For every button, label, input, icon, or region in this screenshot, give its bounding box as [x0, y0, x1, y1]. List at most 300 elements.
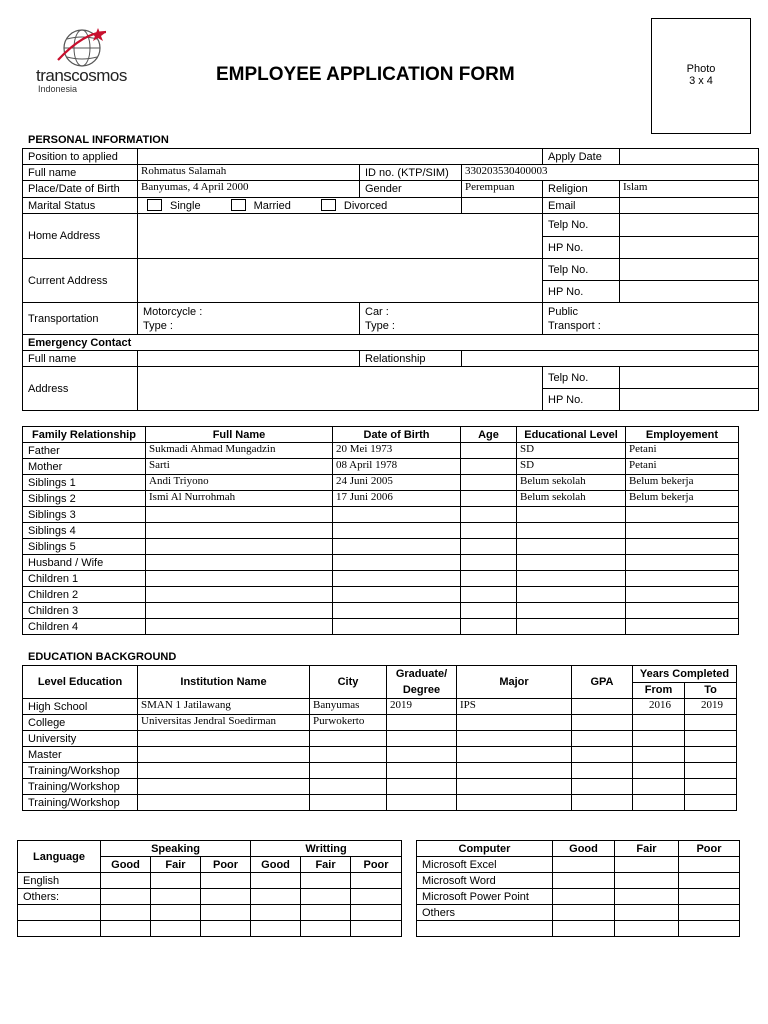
family-education-cell[interactable]: [517, 603, 626, 619]
language-rating-cell[interactable]: [301, 921, 351, 937]
marital-options: [138, 198, 462, 214]
computer-rating-cell[interactable]: [553, 873, 615, 889]
family-relationship-cell: Children 2: [23, 587, 146, 603]
education-from-cell[interactable]: 2016: [633, 699, 685, 715]
education-graduate-cell[interactable]: [387, 731, 457, 747]
speaking-fair-header: Fair: [151, 857, 201, 873]
family-header-relationship: Family Relationship: [23, 427, 146, 443]
computer-rating-cell[interactable]: [553, 857, 615, 873]
single-checkbox[interactable]: [147, 199, 162, 211]
education-city-cell[interactable]: [310, 763, 387, 779]
language-rows: [18, 873, 402, 937]
education-graduate-cell[interactable]: [387, 715, 457, 731]
car-label: Car :: [365, 305, 389, 318]
language-rating-cell[interactable]: [201, 889, 251, 905]
language-rating-cell[interactable]: [351, 873, 402, 889]
fullname-field[interactable]: Rohmatus Salamah: [138, 165, 360, 181]
family-age-cell[interactable]: [461, 491, 517, 507]
education-from-cell[interactable]: [633, 715, 685, 731]
family-relationship-cell: Siblings 4: [23, 523, 146, 539]
marital-label: Marital Status: [23, 198, 138, 214]
family-header-dob: Date of Birth: [333, 427, 461, 443]
motorcycle-label: Motorcycle :: [143, 305, 203, 318]
education-to-cell[interactable]: [685, 779, 737, 795]
computer-skill-cell: Microsoft Word: [417, 873, 553, 889]
education-from-cell[interactable]: [633, 731, 685, 747]
family-employment-cell[interactable]: Belum bekerja: [626, 491, 739, 507]
family-education-cell[interactable]: [517, 539, 626, 555]
religion-field[interactable]: Islam: [620, 181, 759, 198]
current-address-label: Current Address: [23, 259, 138, 303]
family-employment-cell[interactable]: [626, 523, 739, 539]
family-education-cell[interactable]: Belum sekolah: [517, 491, 626, 507]
edu-header-graduate-line1: Graduate/: [395, 668, 448, 680]
education-to-cell[interactable]: [685, 731, 737, 747]
language-rating-cell[interactable]: [251, 889, 301, 905]
education-level-cell: Training/Workshop: [23, 795, 138, 811]
family-employment-cell[interactable]: [626, 603, 739, 619]
computer-header: Computer: [417, 841, 553, 857]
computer-rating-cell[interactable]: [615, 905, 679, 921]
computer-rating-cell[interactable]: [679, 873, 740, 889]
education-to-cell[interactable]: [685, 763, 737, 779]
id-field[interactable]: 330203530400003: [462, 165, 759, 181]
edu-header-gpa: GPA: [572, 666, 633, 699]
education-from-cell[interactable]: [633, 763, 685, 779]
family-name-cell[interactable]: Sarti: [146, 459, 333, 475]
page-title: EMPLOYEE APPLICATION FORM: [216, 64, 515, 85]
family-table: [22, 426, 739, 635]
family-education-cell[interactable]: [517, 523, 626, 539]
computer-rating-cell[interactable]: [615, 921, 679, 937]
speaking-poor-header: Poor: [201, 857, 251, 873]
relationship-field[interactable]: [462, 351, 759, 367]
emergency-fullname-label: Full name: [23, 351, 138, 367]
education-city-cell[interactable]: [310, 779, 387, 795]
family-row: [23, 555, 739, 571]
id-label: ID no. (KTP/SIM): [360, 165, 462, 181]
education-from-cell[interactable]: [633, 747, 685, 763]
education-to-cell[interactable]: [685, 715, 737, 731]
family-age-cell[interactable]: [461, 475, 517, 491]
education-gpa-cell[interactable]: [572, 763, 633, 779]
education-to-cell[interactable]: 2019: [685, 699, 737, 715]
family-dob-cell[interactable]: [333, 603, 461, 619]
family-dob-cell[interactable]: 17 Juni 2006: [333, 491, 461, 507]
education-table: [22, 665, 737, 811]
language-name-cell: Others:: [18, 889, 101, 905]
family-row: [23, 491, 739, 507]
family-dob-cell[interactable]: [333, 555, 461, 571]
computer-rating-cell[interactable]: [615, 857, 679, 873]
pob-label: Place/Date of Birth: [23, 181, 138, 198]
education-institution-cell[interactable]: SMAN 1 Jatilawang: [138, 699, 310, 715]
education-major-cell[interactable]: [457, 779, 572, 795]
home-hp-field[interactable]: [620, 237, 759, 259]
family-age-cell[interactable]: [461, 587, 517, 603]
fullname-label: Full name: [23, 165, 138, 181]
language-rating-cell[interactable]: [101, 921, 151, 937]
emergency-hp-label: HP No.: [543, 389, 620, 411]
language-rating-cell[interactable]: [201, 905, 251, 921]
education-major-cell[interactable]: [457, 731, 572, 747]
motorcycle-type-label: Type :: [143, 319, 173, 332]
family-row: [23, 587, 739, 603]
car-field[interactable]: [360, 303, 543, 335]
education-institution-cell[interactable]: Universitas Jendral Soedirman: [138, 715, 310, 731]
education-level-cell: University: [23, 731, 138, 747]
edu-header-to: To: [685, 682, 737, 699]
current-address-field[interactable]: [138, 259, 543, 303]
motorcycle-field[interactable]: [138, 303, 360, 335]
divorced-label: Divorced: [343, 200, 388, 212]
education-gpa-cell[interactable]: [572, 699, 633, 715]
computer-rating-cell[interactable]: [553, 889, 615, 905]
photo-box: [651, 18, 751, 134]
education-rows: [23, 699, 737, 811]
education-institution-cell[interactable]: [138, 763, 310, 779]
family-employment-cell[interactable]: [626, 619, 739, 635]
email-field[interactable]: [620, 198, 759, 214]
computer-fair-header: Fair: [615, 841, 679, 857]
single-label: Single: [170, 200, 201, 212]
family-employment-cell[interactable]: Petani: [626, 443, 739, 459]
edu-header-graduate: [387, 666, 457, 699]
education-to-cell[interactable]: [685, 795, 737, 811]
car-type-label: Type :: [365, 319, 395, 332]
language-rating-cell[interactable]: [151, 921, 201, 937]
language-rating-cell[interactable]: [101, 905, 151, 921]
family-row: [23, 507, 739, 523]
language-rating-cell[interactable]: [351, 889, 402, 905]
married-checkbox[interactable]: [231, 199, 246, 211]
family-education-cell[interactable]: SD: [517, 459, 626, 475]
computer-rating-cell[interactable]: [553, 905, 615, 921]
education-city-cell[interactable]: [310, 747, 387, 763]
family-name-cell[interactable]: [146, 603, 333, 619]
family-education-cell[interactable]: [517, 619, 626, 635]
computer-row: [417, 889, 740, 905]
family-age-cell[interactable]: [461, 571, 517, 587]
language-rating-cell[interactable]: [101, 889, 151, 905]
edu-header-from: From: [633, 682, 685, 699]
writting-header: Writting: [251, 841, 402, 857]
family-name-cell[interactable]: [146, 571, 333, 587]
language-row: [18, 889, 402, 905]
language-rating-cell[interactable]: [201, 921, 251, 937]
public-label: Public: [548, 305, 578, 318]
gender-field[interactable]: Perempuan: [462, 181, 543, 198]
computer-skill-cell: [417, 921, 553, 937]
language-rating-cell[interactable]: [151, 873, 201, 889]
family-name-cell[interactable]: Andi Triyono: [146, 475, 333, 491]
photo-size-label: 3 x 4: [689, 75, 713, 87]
family-dob-cell[interactable]: [333, 539, 461, 555]
email-label: Email: [543, 198, 620, 214]
family-dob-cell[interactable]: [333, 507, 461, 523]
pob-field[interactable]: Banyumas, 4 April 2000: [138, 181, 360, 198]
family-employment-cell[interactable]: [626, 507, 739, 523]
family-row: [23, 571, 739, 587]
language-rating-cell[interactable]: [201, 873, 251, 889]
language-table: [17, 840, 402, 937]
current-telp-label: Telp No.: [543, 259, 620, 281]
education-row: [23, 731, 737, 747]
computer-rows: [417, 857, 740, 937]
family-dob-cell[interactable]: [333, 571, 461, 587]
education-row: [23, 763, 737, 779]
edu-header-graduate-line2: Degree: [402, 684, 441, 696]
education-row: [23, 715, 737, 731]
computer-rating-cell[interactable]: [679, 921, 740, 937]
education-institution-cell[interactable]: [138, 731, 310, 747]
family-row: [23, 603, 739, 619]
family-header-education: Educational Level: [517, 427, 626, 443]
language-rating-cell[interactable]: [301, 905, 351, 921]
home-telp-field[interactable]: [620, 214, 759, 237]
language-rating-cell[interactable]: [301, 873, 351, 889]
family-name-cell[interactable]: [146, 555, 333, 571]
family-relationship-cell: Children 3: [23, 603, 146, 619]
language-row: [18, 921, 402, 937]
family-row: [23, 475, 739, 491]
family-relationship-cell: Siblings 3: [23, 507, 146, 523]
home-telp-label: Telp No.: [543, 214, 620, 237]
public-transport-label: Transport :: [548, 319, 601, 332]
computer-row: [417, 857, 740, 873]
family-name-cell[interactable]: [146, 587, 333, 603]
family-employment-cell[interactable]: Petani: [626, 459, 739, 475]
current-hp-label: HP No.: [543, 281, 620, 303]
computer-rating-cell[interactable]: [679, 857, 740, 873]
emergency-telp-label: Telp No.: [543, 367, 620, 389]
education-graduate-cell[interactable]: [387, 779, 457, 795]
computer-rating-cell[interactable]: [615, 873, 679, 889]
family-row: [23, 459, 739, 475]
language-rating-cell[interactable]: [151, 889, 201, 905]
logo-text: transcosmos: [36, 66, 127, 85]
education-graduate-cell[interactable]: [387, 747, 457, 763]
current-telp-field[interactable]: [620, 259, 759, 281]
religion-label: Religion: [543, 181, 620, 198]
education-gpa-cell[interactable]: [572, 715, 633, 731]
education-institution-cell[interactable]: [138, 795, 310, 811]
family-dob-cell[interactable]: 24 Juni 2005: [333, 475, 461, 491]
education-gpa-cell[interactable]: [572, 795, 633, 811]
education-graduate-cell[interactable]: [387, 763, 457, 779]
edu-header-city: City: [310, 666, 387, 699]
emergency-hp-field[interactable]: [620, 389, 759, 411]
computer-row: [417, 905, 740, 921]
family-relationship-cell: Children 4: [23, 619, 146, 635]
computer-rating-cell[interactable]: [679, 889, 740, 905]
computer-rating-cell[interactable]: [679, 905, 740, 921]
home-address-label: Home Address: [23, 214, 138, 259]
education-major-cell[interactable]: [457, 747, 572, 763]
family-employment-cell[interactable]: [626, 539, 739, 555]
education-major-cell[interactable]: [457, 763, 572, 779]
family-dob-cell[interactable]: [333, 619, 461, 635]
education-level-cell: College: [23, 715, 138, 731]
family-name-cell[interactable]: [146, 619, 333, 635]
current-hp-field[interactable]: [620, 281, 759, 303]
family-name-cell[interactable]: Sukmadi Ahmad Mungadzin: [146, 443, 333, 459]
education-gpa-cell[interactable]: [572, 731, 633, 747]
divorced-checkbox[interactable]: [321, 199, 336, 211]
language-rating-cell[interactable]: [101, 873, 151, 889]
family-employment-cell[interactable]: Belum bekerja: [626, 475, 739, 491]
education-row: [23, 795, 737, 811]
edu-header-major: Major: [457, 666, 572, 699]
education-institution-cell[interactable]: [138, 747, 310, 763]
emergency-contact-heading: Emergency Contact: [23, 335, 759, 351]
language-rating-cell[interactable]: [251, 905, 301, 921]
education-row: [23, 699, 737, 715]
language-rating-cell[interactable]: [151, 905, 201, 921]
public-transport-field[interactable]: [543, 303, 759, 335]
family-name-cell[interactable]: Ismi Al Nurrohmah: [146, 491, 333, 507]
education-gpa-cell[interactable]: [572, 779, 633, 795]
computer-skill-cell: Microsoft Power Point: [417, 889, 553, 905]
education-to-cell[interactable]: [685, 747, 737, 763]
family-age-cell[interactable]: [461, 539, 517, 555]
family-dob-cell[interactable]: [333, 587, 461, 603]
speaking-header: Speaking: [101, 841, 251, 857]
family-name-cell[interactable]: [146, 539, 333, 555]
language-rating-cell[interactable]: [351, 905, 402, 921]
education-graduate-cell[interactable]: [387, 795, 457, 811]
family-relationship-cell: Mother: [23, 459, 146, 475]
apply-date-label: Apply Date: [543, 149, 620, 165]
family-education-cell[interactable]: [517, 587, 626, 603]
family-education-cell[interactable]: [517, 555, 626, 571]
education-heading: EDUCATION BACKGROUND: [28, 651, 177, 663]
family-age-cell[interactable]: [461, 523, 517, 539]
relationship-label: Relationship: [360, 351, 462, 367]
family-header-name: Full Name: [146, 427, 333, 443]
position-label: Position to applied: [23, 149, 138, 165]
language-rating-cell[interactable]: [251, 873, 301, 889]
education-level-cell: Master: [23, 747, 138, 763]
computer-skill-cell: Others: [417, 905, 553, 921]
emergency-fullname-field[interactable]: [138, 351, 360, 367]
home-hp-label: HP No.: [543, 237, 620, 259]
language-rating-cell[interactable]: [251, 921, 301, 937]
education-city-cell[interactable]: [310, 731, 387, 747]
family-row: [23, 523, 739, 539]
computer-rating-cell[interactable]: [553, 921, 615, 937]
language-rating-cell[interactable]: [301, 889, 351, 905]
language-name-cell: English: [18, 873, 101, 889]
globe-logo-icon: [34, 26, 144, 70]
emergency-address-field[interactable]: [138, 367, 543, 411]
education-gpa-cell[interactable]: [572, 747, 633, 763]
position-field[interactable]: [138, 149, 543, 165]
family-row: [23, 619, 739, 635]
family-relationship-cell: Siblings 5: [23, 539, 146, 555]
language-rating-cell[interactable]: [351, 921, 402, 937]
education-row: [23, 779, 737, 795]
family-row: [23, 443, 739, 459]
personal-info-table: [22, 148, 759, 411]
company-logo: [34, 26, 144, 96]
family-age-cell[interactable]: [461, 507, 517, 523]
edu-header-years: Years Completed: [633, 666, 737, 683]
education-major-cell[interactable]: [457, 795, 572, 811]
family-employment-cell[interactable]: [626, 555, 739, 571]
language-row: [18, 873, 402, 889]
gender-label: Gender: [360, 181, 462, 198]
family-relationship-cell: Children 1: [23, 571, 146, 587]
writting-fair-header: Fair: [301, 857, 351, 873]
personal-info-heading: PERSONAL INFORMATION: [28, 134, 169, 146]
family-row: [23, 539, 739, 555]
education-major-cell[interactable]: IPS: [457, 699, 572, 715]
speaking-good-header: Good: [101, 857, 151, 873]
education-city-cell[interactable]: Purwokerto: [310, 715, 387, 731]
family-education-cell[interactable]: SD: [517, 443, 626, 459]
married-label: Married: [253, 200, 291, 212]
photo-label: Photo: [686, 63, 716, 75]
family-education-cell[interactable]: Belum sekolah: [517, 475, 626, 491]
apply-date-field[interactable]: [620, 149, 759, 165]
family-relationship-cell: Siblings 1: [23, 475, 146, 491]
education-level-cell: High School: [23, 699, 138, 715]
education-level-cell: Training/Workshop: [23, 779, 138, 795]
family-relationship-cell: Husband / Wife: [23, 555, 146, 571]
computer-rating-cell[interactable]: [615, 889, 679, 905]
emergency-telp-field[interactable]: [620, 367, 759, 389]
logo-subtext: Indonesia: [38, 84, 78, 94]
edu-header-institution: Institution Name: [138, 666, 310, 699]
family-dob-cell[interactable]: 20 Mei 1973: [333, 443, 461, 459]
home-address-field[interactable]: [138, 214, 543, 259]
family-age-cell[interactable]: [461, 443, 517, 459]
marital-spacer: [462, 198, 543, 214]
family-age-cell[interactable]: [461, 603, 517, 619]
family-age-cell[interactable]: [461, 619, 517, 635]
family-name-cell[interactable]: [146, 523, 333, 539]
family-dob-cell[interactable]: 08 April 1978: [333, 459, 461, 475]
education-city-cell[interactable]: Banyumas: [310, 699, 387, 715]
emergency-address-label: Address: [23, 367, 138, 411]
transport-label: Transportation: [23, 303, 138, 335]
language-name-cell: [18, 905, 101, 921]
family-header-age: Age: [461, 427, 517, 443]
family-education-cell[interactable]: [517, 507, 626, 523]
education-from-cell[interactable]: [633, 779, 685, 795]
family-name-cell[interactable]: [146, 507, 333, 523]
family-employment-cell[interactable]: [626, 587, 739, 603]
family-age-cell[interactable]: [461, 555, 517, 571]
family-relationship-cell: Father: [23, 443, 146, 459]
family-age-cell[interactable]: [461, 459, 517, 475]
education-graduate-cell[interactable]: 2019: [387, 699, 457, 715]
education-level-cell: Training/Workshop: [23, 763, 138, 779]
family-employment-cell[interactable]: [626, 571, 739, 587]
family-rows: [23, 443, 739, 635]
family-dob-cell[interactable]: [333, 523, 461, 539]
family-relationship-cell: Siblings 2: [23, 491, 146, 507]
education-city-cell[interactable]: [310, 795, 387, 811]
computer-row: [417, 921, 740, 937]
family-header-employment: Employement: [626, 427, 739, 443]
family-education-cell[interactable]: [517, 571, 626, 587]
education-major-cell[interactable]: [457, 715, 572, 731]
education-from-cell[interactable]: [633, 795, 685, 811]
education-institution-cell[interactable]: [138, 779, 310, 795]
computer-row: [417, 873, 740, 889]
